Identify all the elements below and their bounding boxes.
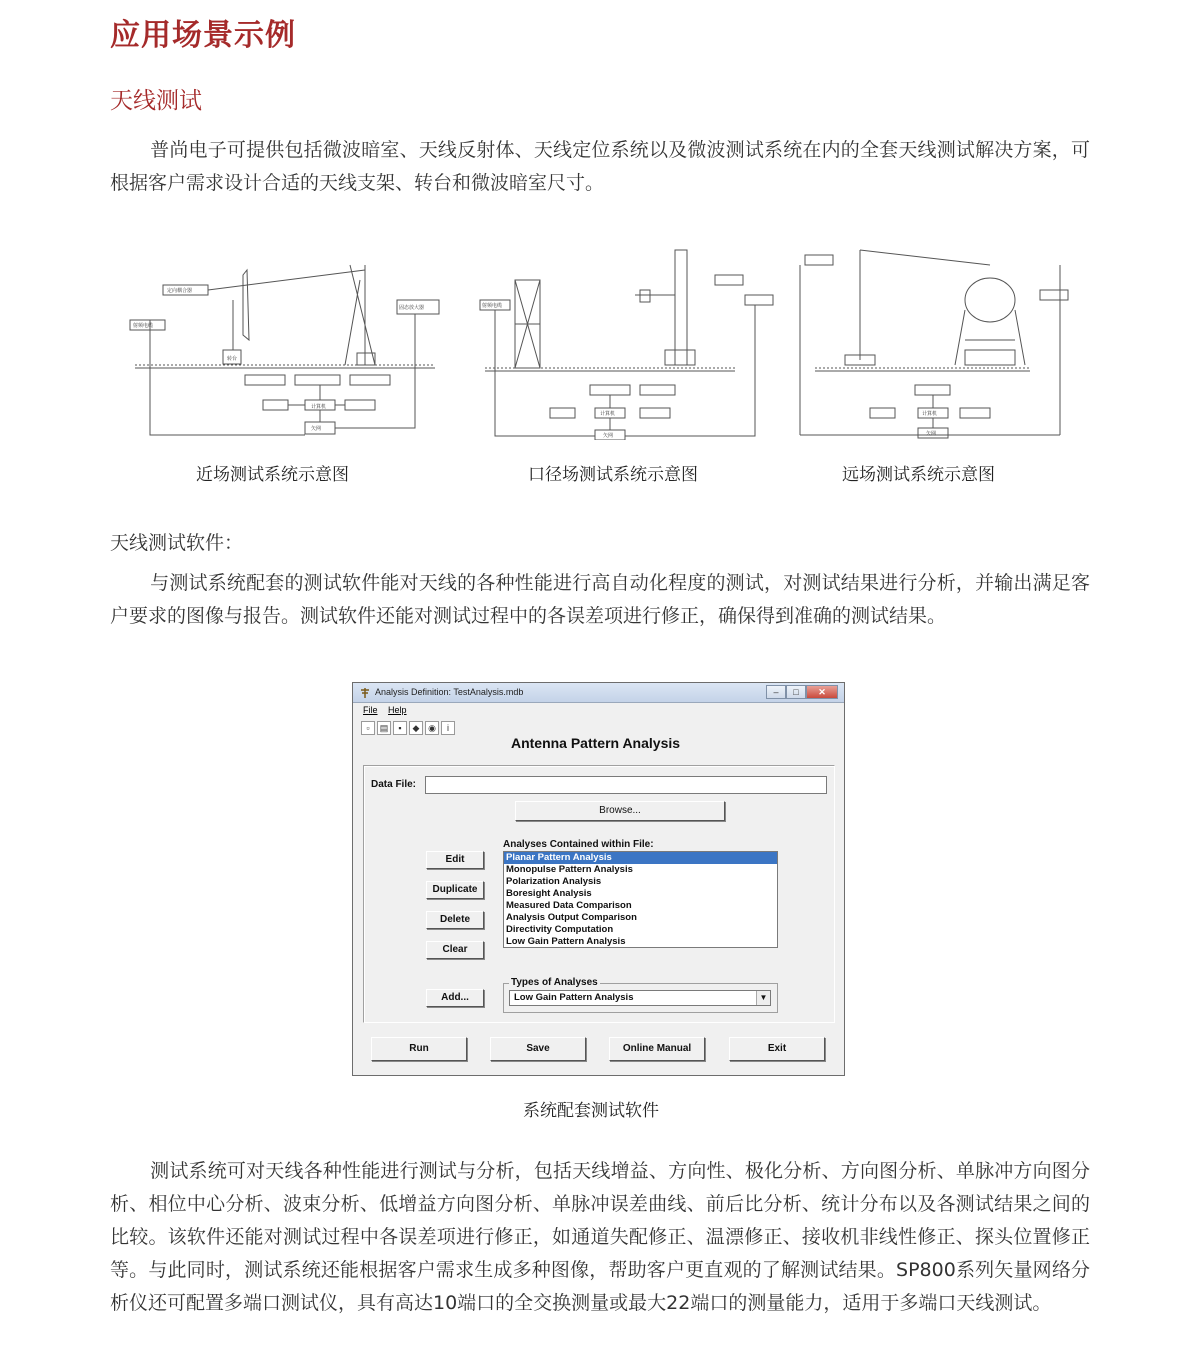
aperture-label-cable: 射频电缆 — [482, 304, 503, 309]
near-field-diagram-svg — [125, 240, 440, 440]
find-icon[interactable]: ◉ — [425, 721, 439, 735]
exit-button[interactable]: Exit — [729, 1037, 825, 1061]
edit-button[interactable]: Edit — [426, 851, 484, 869]
close-icon[interactable]: ✕ — [806, 685, 838, 699]
save-icon[interactable]: ▪ — [393, 721, 407, 735]
types-select-value: Low Gain Pattern Analysis — [514, 992, 634, 1003]
menubar — [353, 703, 844, 717]
far-field-diagram-svg — [790, 240, 1070, 440]
clear-button[interactable]: Clear — [426, 941, 484, 959]
window-titlebar — [353, 683, 844, 703]
aperture-field-diagram — [475, 240, 775, 440]
app-antenna-icon — [359, 687, 371, 699]
list-item[interactable]: Directivity Computation — [506, 924, 614, 935]
minimize-icon[interactable]: – — [766, 685, 786, 699]
near-field-diagram — [125, 240, 440, 440]
analyses-list-label: Analyses Contained within File: — [503, 839, 654, 850]
near-label-coupler: 定向耦合器 — [167, 289, 193, 294]
library-icon[interactable]: ◆ — [409, 721, 423, 735]
app-title: Antenna Pattern Analysis — [510, 735, 681, 751]
types-label: Types of Analyses — [511, 977, 598, 988]
new-icon[interactable]: ▫ — [361, 721, 375, 735]
list-item[interactable]: Polarization Analysis — [506, 876, 602, 887]
delete-button[interactable]: Delete — [426, 911, 484, 929]
aperture-field-diagram-svg — [475, 240, 775, 440]
far-label-pc: 计算机 — [922, 412, 938, 417]
near-field-caption: 近场测试系统示意图 — [196, 465, 349, 485]
info-icon[interactable]: i — [441, 721, 455, 735]
data-file-input[interactable] — [425, 776, 827, 794]
aperture-field-caption: 口径场测试系统示意图 — [528, 465, 698, 485]
capabilities-paragraph: 测试系统可对天线各种性能进行测试与分析，包括天线增益、方向性、极化分析、方向图分析、单脉冲方向图分析、相位中心分析、波束分析、低增益方向图分析、单脉冲误差曲线、前后比分析、统计分布以及各测试结果之间的比较。该软件还能对测试过程中各误差项进行修正，如通道失配修正、温漂修正、接收机非线性修正、探头位置修正等。与此同时，测试系统还能根据客户需求生成多种图像，帮助客户更直观的了解测试结果。SP800系列矢量网络分析仪还可配置多端口测试仪，具有高达10端口的全交换测量或最大22端口的测量能力，适用于多端口天线测试。 — [110, 1160, 1090, 1314]
browse-button[interactable]: Browse... — [515, 801, 725, 821]
analysis-window — [352, 682, 845, 1076]
menu-help[interactable]: Help — [388, 705, 407, 715]
subsection-title: 天线测试 — [110, 88, 202, 114]
software-paragraph: 与测试系统配套的测试软件能对天线的各种性能进行高自动化程度的测试，对测试结果进行分析，并输出满足客户要求的图像与报告。测试软件还能对测试过程中的各误差项进行修正，确保得到准确的测试结果。 — [110, 572, 1090, 627]
far-field-caption: 远场测试系统示意图 — [842, 465, 995, 485]
list-item[interactable]: Measured Data Comparison — [506, 900, 632, 911]
aperture-label-vna: 矢网 — [603, 434, 614, 439]
run-button[interactable]: Run — [371, 1037, 467, 1061]
open-icon[interactable]: ▤ — [377, 721, 391, 735]
toolbar — [361, 721, 455, 735]
duplicate-button[interactable]: Duplicate — [426, 881, 484, 899]
add-button[interactable]: Add... — [426, 989, 484, 1007]
list-item[interactable]: Monopulse Pattern Analysis — [506, 864, 633, 875]
menu-file[interactable]: File — [363, 705, 378, 715]
near-label-pc: 计算机 — [311, 405, 327, 410]
near-label-cable: 射频电缆 — [133, 324, 154, 329]
analyses-listbox[interactable] — [503, 851, 778, 948]
near-label-turntable: 转台 — [227, 357, 238, 362]
list-item[interactable]: Low Gain Pattern Analysis — [506, 936, 626, 947]
chevron-down-icon[interactable]: ▼ — [756, 991, 770, 1005]
list-item[interactable]: Boresight Analysis — [506, 888, 592, 899]
section-title: 应用场景示例 — [110, 18, 296, 53]
online-manual-button[interactable]: Online Manual — [609, 1037, 705, 1061]
save-button[interactable]: Save — [490, 1037, 586, 1061]
software-heading: 天线测试软件： — [110, 532, 244, 554]
far-label-vna: 矢网 — [926, 432, 937, 437]
aperture-label-pc: 计算机 — [600, 412, 616, 417]
intro-paragraph: 普尚电子可提供包括微波暗室、天线反射体、天线定位系统以及微波测试系统在内的全套天线测试解决方案，可根据客户需求设计合适的天线支架、转台和微波暗室尺寸。 — [110, 139, 1090, 194]
window-title: Analysis Definition: TestAnalysis.mdb — [375, 687, 524, 697]
data-file-label: Data File: — [371, 779, 417, 790]
near-label-vna: 矢网 — [311, 427, 322, 432]
near-label-amp: 固态放大器 — [399, 306, 425, 311]
types-select[interactable] — [509, 990, 771, 1006]
software-caption: 系统配套测试软件 — [523, 1101, 659, 1121]
list-item[interactable]: Analysis Output Comparison — [506, 912, 637, 923]
far-field-diagram — [790, 240, 1070, 440]
maximize-icon[interactable]: □ — [786, 685, 806, 699]
list-item[interactable]: Planar Pattern Analysis — [504, 852, 777, 864]
